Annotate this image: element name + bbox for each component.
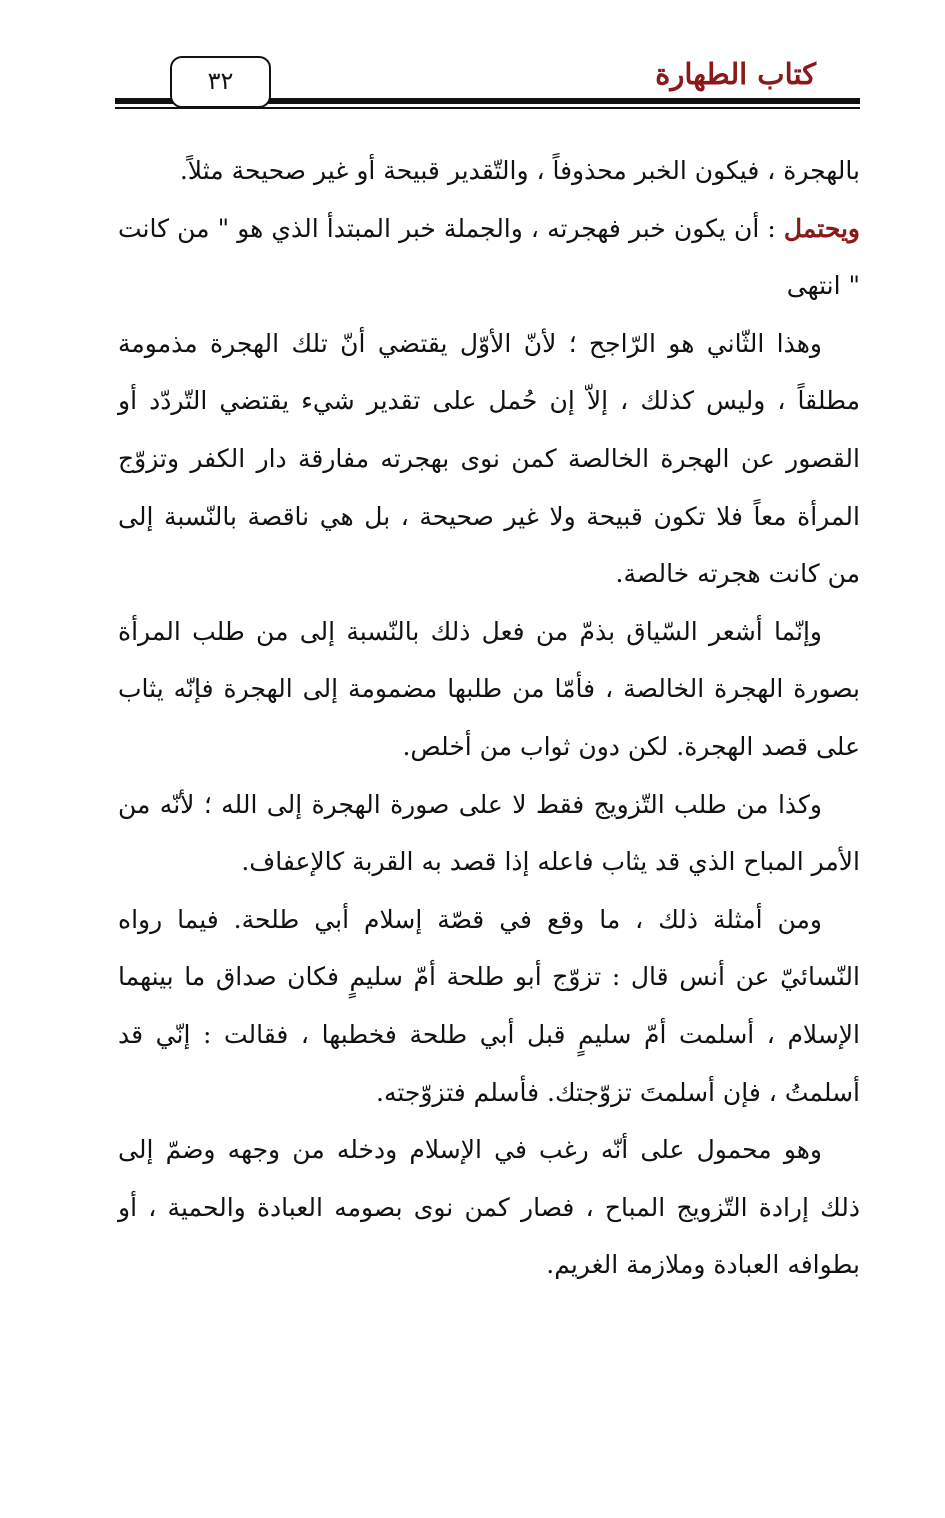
keyword-yahtamil: ويحتمل [783,213,860,243]
paragraph-1: بالهجرة ، فيكون الخبر محذوفاً ، والتّقدير قبيحة أو غير صحيحة مثلاً. [179,156,860,185]
paragraph-5: وكذا من طلب التّزويج فقط لا على صورة الهجرة إلى الله ؛ لأنّه من الأمر المباح الذي قد يثاب فاعله إذا قصد به القربة كالإعفاف. [118,789,860,877]
paragraph-6: ومن أمثلة ذلك ، ما وقع في قصّة إسلام أبي طلحة. فيما رواه النّسائيّ عن أنس قال : تزوّج أبو طلحة أمّ سليمٍ فكان صداق ما بينهما الإسلام ، أسلمت أمّ سليمٍ قبل أبي طلحة فخطبها ، فقالت : إنّي قد أسلمتُ ، فإن أسلمتَ تزوّجتك. فأسلم فتزوّجته. [118,904,860,1107]
paragraph-3: وهذا الثّاني هو الرّاجح ؛ لأنّ الأوّل يقتضي أنّ تلك الهجرة مذمومة مطلقاً ، وليس كذلك ، إلاّ إن حُمل على تقدير شيء يقتضي التّردّد أو القصور عن الهجرة الخالصة كمن نوى بهجرته مفارقة دار الكفر وتزوّج المرأة معاً فلا تكون قبيحة ولا غير صحيحة ، بل هي ناقصة بالنّسبة إلى من كانت هجرته خالصة. [118,328,860,589]
book-title: كتاب الطهارة [655,57,816,91]
paragraph-7: وهو محمول على أنّه رغب في الإسلام ودخله من وجهه وضمّ إلى ذلك إرادة التّزويج المباح ، فصار كمن نوى بصومه العبادة والحمية ، أو بطوافه العبادة وملازمة الغريم. [118,1135,860,1280]
page-body [118,142,860,1294]
paragraph-4: وإنّما أشعر السّياق بذمّ من فعل ذلك بالنّسبة إلى من طلب المرأة بصورة الهجرة الخالصة ، فأمّا من طلبها مضمومة إلى الهجرة فإنّه يثاب على قصد الهجرة. لكن دون ثواب من أخلص. [118,616,860,761]
page-header [115,48,860,110]
paragraph-2-text: : أن يكون خبر فهجرته ، والجملة خبر المبتدأ الذي هو " من كانت " انتهى [118,213,860,301]
page-number: ٣٢ [170,56,271,108]
paragraph-2 [118,200,860,315]
